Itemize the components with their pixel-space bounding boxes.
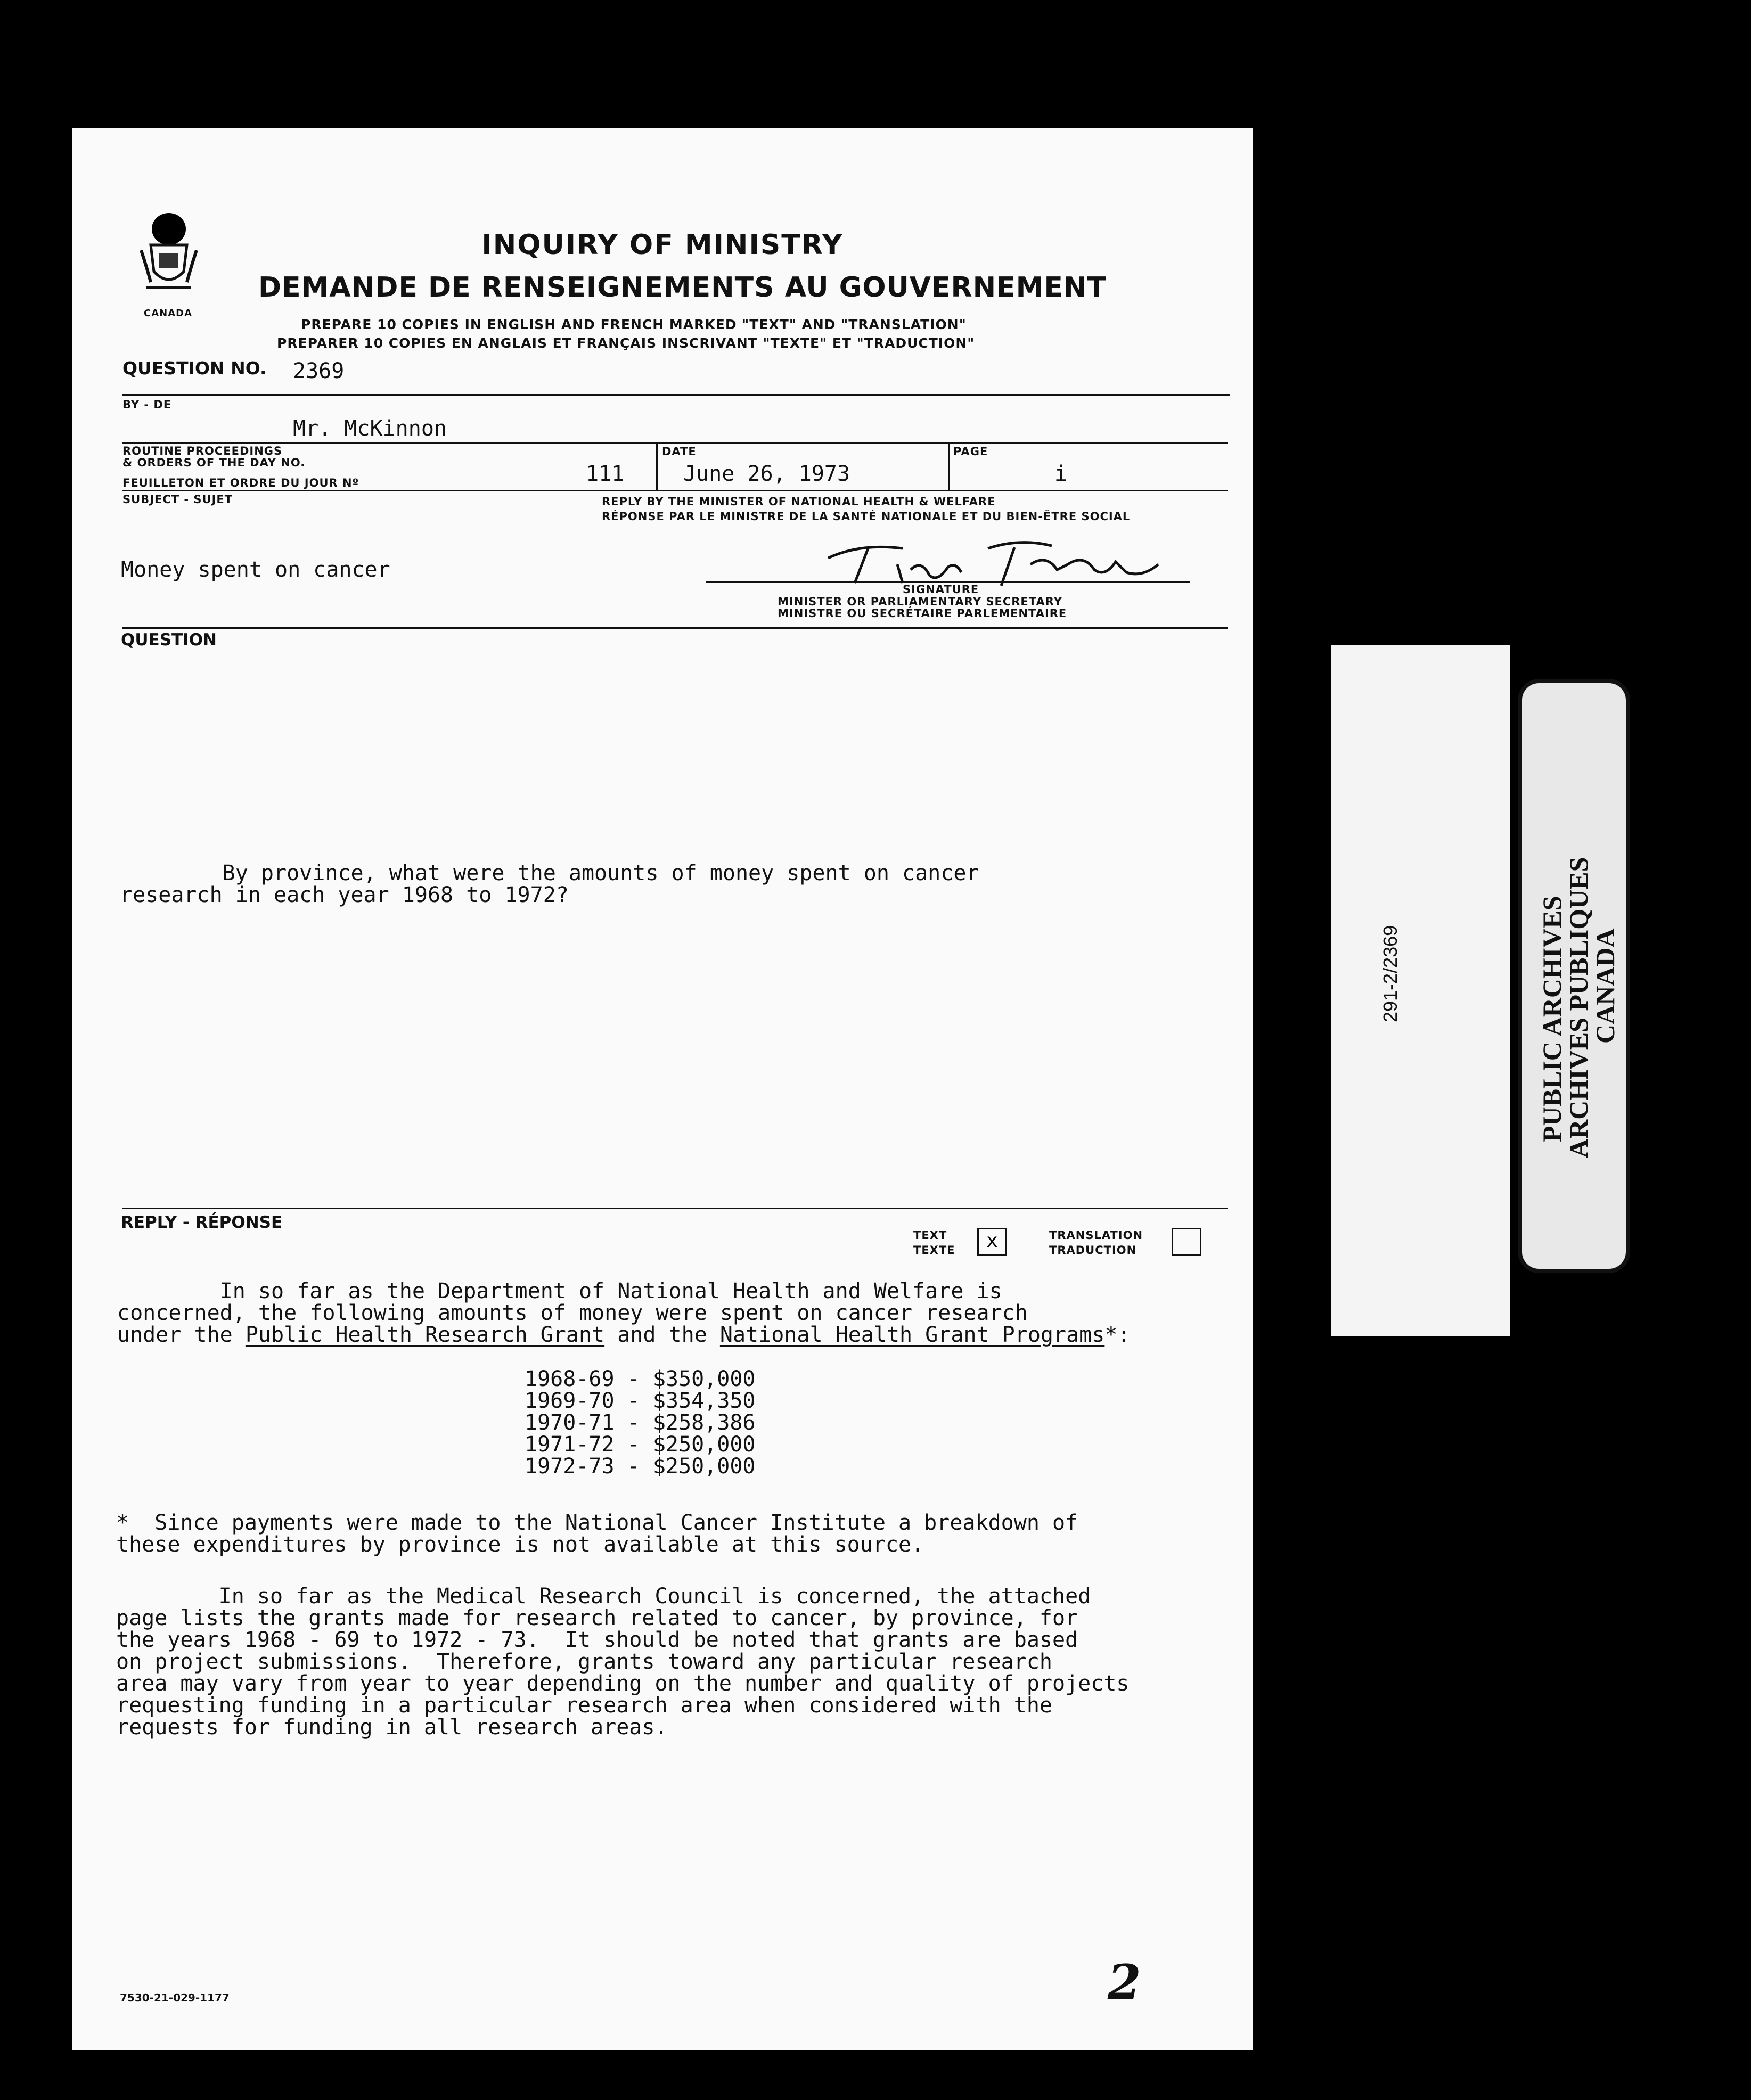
signature-title-french: MINISTRE OU SECRÉTAIRE PARLEMENTAIRE [778, 607, 1067, 620]
question-label: QUESTION [121, 630, 217, 650]
handwritten-signature [817, 532, 1201, 596]
text-checkbox-label-french: TEXTE [913, 1244, 955, 1257]
reply-line: In so far as the Medical Research Council is concerned, the attached [116, 1584, 1091, 1609]
crest-caption: CANADA [144, 308, 193, 319]
date-value: June 26, 1973 [683, 462, 850, 486]
reply-line [117, 1324, 1131, 1346]
stamp-line: ARCHIVES PUBLIQUES [1564, 857, 1593, 1158]
instruction-english: PREPARE 10 COPIES IN ENGLISH AND FRENCH MARKED "TEXT" AND "TRANSLATION" [301, 317, 967, 332]
handwritten-page-number: 2 [1108, 1954, 1141, 2011]
reply-label: REPLY - RÉPONSE [121, 1213, 283, 1232]
reply-line: In so far as the Department of National Health and Welfare is [117, 1279, 1002, 1303]
amount-row: 1972-73 - $250,000 [525, 1454, 756, 1479]
divider [948, 442, 950, 491]
public-health-research-grant: Public Health Research Grant [245, 1323, 605, 1347]
stamp-line: PUBLIC ARCHIVES [1537, 896, 1567, 1142]
signature-label: SIGNATURE [903, 583, 979, 596]
routine-label: ROUTINE PROCEEDINGS [122, 445, 283, 457]
archive-reference-strip [1331, 645, 1510, 1336]
date-label: DATE [662, 445, 697, 458]
reply-line: area may vary from year to year depending on the number and quality of projects [116, 1671, 1130, 1696]
question-number-value: 2369 [293, 359, 345, 383]
divider [122, 394, 1230, 396]
amount-row: 1969-70 - $354,350 [525, 1389, 756, 1413]
reply-text: *: [1104, 1323, 1131, 1347]
amount-row: 1971-72 - $250,000 [525, 1432, 756, 1457]
translation-checkbox[interactable] [1172, 1228, 1201, 1256]
by-label: BY - DE [122, 398, 172, 411]
divider [122, 1208, 1228, 1209]
form-title-french: DEMANDE DE RENSEIGNEMENTS AU GOUVERNEMENT [258, 272, 1107, 303]
reply-line: requests for funding in all research areas. [116, 1715, 668, 1740]
amount-row: 1968-69 - $350,000 [525, 1367, 756, 1391]
reply-by-french: RÉPONSE PAR LE MINISTRE DE LA SANTÉ NATIONALE ET DU BIEN-ÊTRE SOCIAL [602, 510, 1131, 523]
divider [656, 442, 658, 491]
divider [122, 627, 1228, 629]
footnote-line: * Since payments were made to the National Cancer Institute a breakdown of [116, 1511, 1078, 1535]
routine-value: 111 [586, 462, 625, 486]
subject-label: SUBJECT - SUJET [122, 493, 233, 506]
reply-line: page lists the grants made for research related to cancer, by province, for [116, 1606, 1078, 1630]
question-number-label: QUESTION NO. [122, 358, 267, 379]
form-title-english: INQUIRY OF MINISTRY [481, 229, 844, 261]
reply-line: the years 1968 - 69 to 1972 - 73. It should be noted that grants are based [116, 1628, 1078, 1652]
divider [122, 442, 1228, 444]
reply-line: requesting funding in a particular research area when considered with the [116, 1693, 1052, 1718]
signature-title-english: MINISTER OR PARLIAMENTARY SECRETARY [778, 595, 1062, 608]
stamp-line: CANADA [1590, 928, 1620, 1044]
question-line: By province, what were the amounts of money spent on cancer [120, 861, 979, 885]
document-page [72, 128, 1253, 2050]
translation-checkbox-label-french: TRADUCTION [1049, 1244, 1137, 1257]
amount-row: 1970-71 - $258,386 [525, 1410, 756, 1435]
reply-line: on project submissions. Therefore, grants toward any particular research [116, 1650, 1052, 1674]
divider [122, 490, 1228, 491]
text-checkbox[interactable]: x [977, 1228, 1007, 1256]
form-number: 7530-21-029-1177 [120, 1991, 230, 2004]
question-line: research in each year 1968 to 1972? [120, 883, 569, 907]
footnote-line: these expenditures by province is not available at this source. [116, 1532, 924, 1557]
national-health-grant-programs: National Health Grant Programs [719, 1323, 1105, 1347]
reply-line: concerned, the following amounts of money were spent on cancer research [117, 1301, 1028, 1325]
routine-label-french: FEUILLETON ET ORDRE DU JOUR Nº [122, 477, 359, 489]
translation-checkbox-label: TRANSLATION [1049, 1229, 1143, 1242]
routine-label-line2: & ORDERS OF THE DAY NO. [122, 456, 306, 469]
text-checkbox-label: TEXT [913, 1229, 947, 1242]
subject-value: Money spent on cancer [121, 557, 390, 582]
page-label: PAGE [953, 445, 988, 458]
reply-text: and the [604, 1323, 720, 1347]
reply-by-english: REPLY BY THE MINISTER OF NATIONAL HEALTH & WELFARE [602, 495, 996, 508]
reply-text: under the [117, 1323, 246, 1347]
archive-reference-number: 291-2/2369 [1379, 925, 1401, 1022]
by-value: Mr. McKinnon [293, 416, 447, 441]
instruction-french: PREPARER 10 COPIES EN ANGLAIS ET FRANÇAIS INSCRIVANT "TEXTE" ET "TRADUCTION" [277, 335, 975, 351]
page-value: i [1054, 462, 1068, 486]
